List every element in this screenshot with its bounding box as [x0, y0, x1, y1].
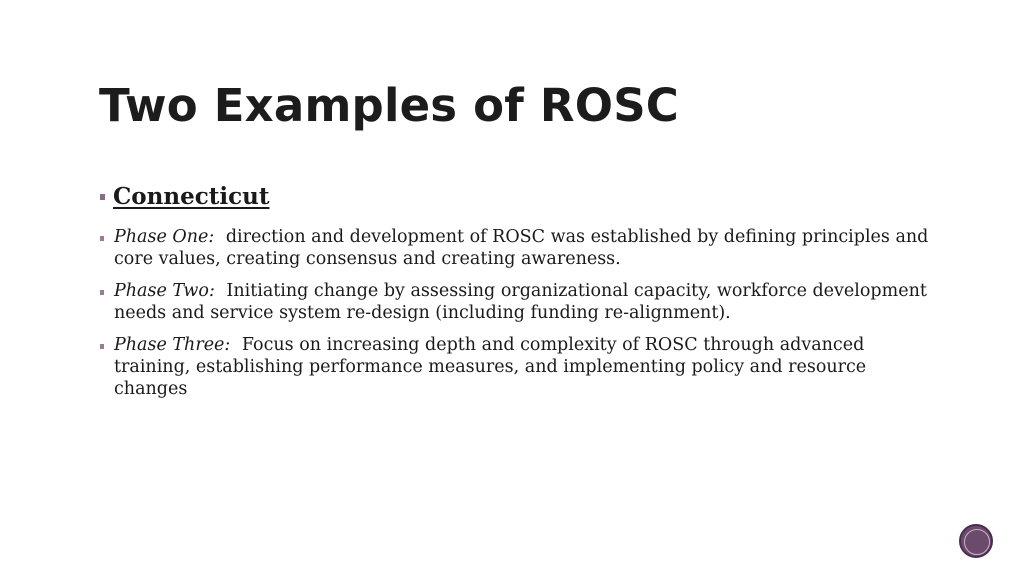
phase-text: [114, 280, 930, 324]
heading-bullet-item: [100, 180, 930, 214]
phase-label: Phase Three:: [114, 335, 231, 355]
phase-description: Focus on increasing depth and complexity of ROSC through advanced training, establishing performance measures, and implementing policy and resource changes: [114, 335, 867, 399]
phase-label: Phase One:: [114, 227, 215, 247]
bullet-square-icon: [100, 194, 105, 200]
phase-item-two: [100, 280, 930, 324]
bullet-square-icon: [100, 290, 104, 295]
phase-text: [114, 226, 930, 270]
phase-text: [114, 334, 930, 400]
slide-title: Two Examples of ROSC: [99, 79, 680, 132]
phase-item-three: [100, 334, 930, 400]
logo-icon: [959, 524, 993, 558]
section-heading: Connecticut: [113, 183, 270, 210]
phase-label: Phase Two:: [114, 281, 215, 301]
phase-description: Initiating change by assessing organizational capacity, workforce development needs and service system re-design (including funding re-alignment).: [114, 281, 927, 323]
slide-content: [100, 180, 930, 410]
phase-description: direction and development of ROSC was established by defining principles and core values, creating consensus and creating awareness.: [114, 227, 929, 269]
phase-item-one: [100, 226, 930, 270]
bullet-square-icon: [100, 344, 104, 349]
bullet-square-icon: [100, 236, 104, 241]
